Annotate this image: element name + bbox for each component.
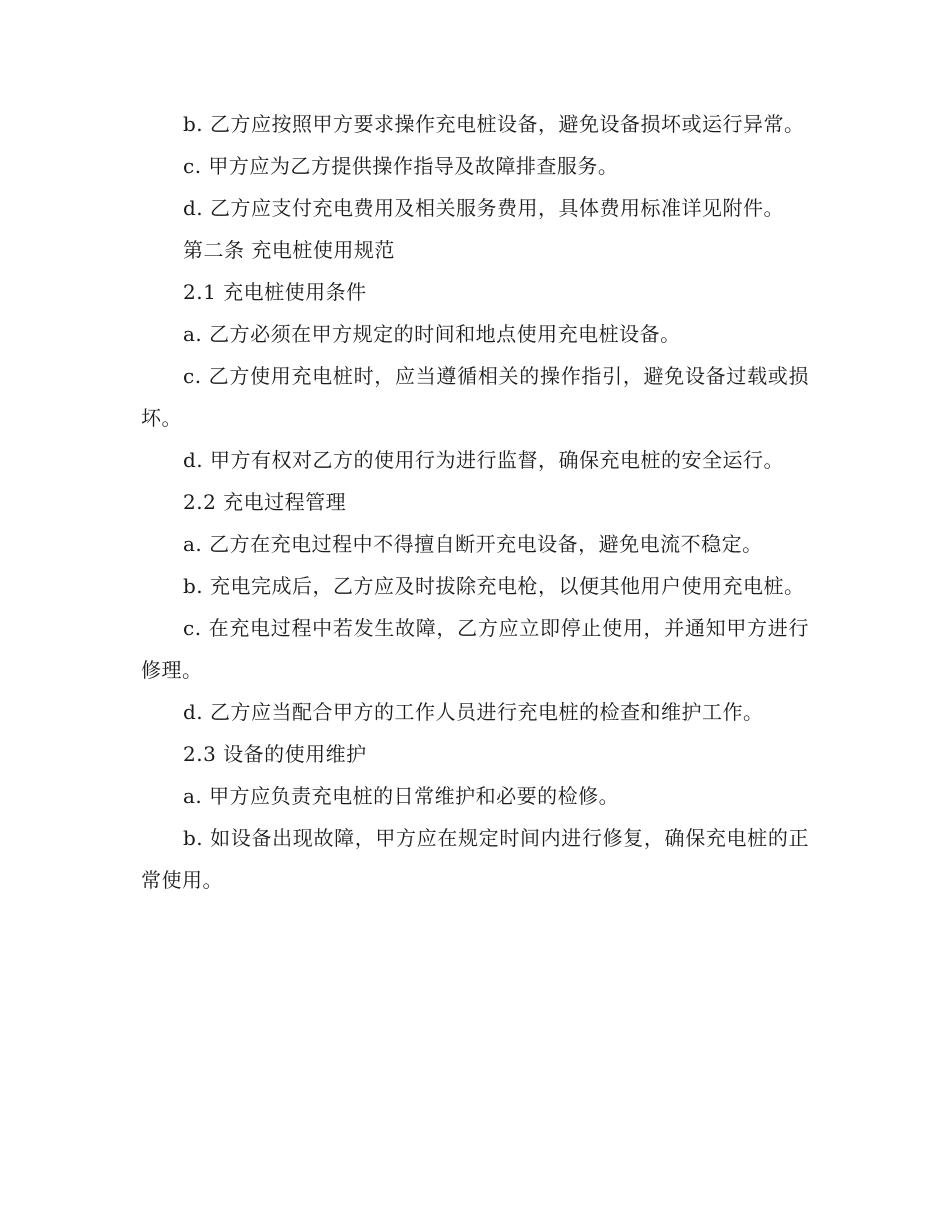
clause-2-2-b: b. 充电完成后，乙方应及时拔除充电枪，以便其他用户使用充电桩。	[183, 574, 805, 598]
clause-2-2-d: d. 乙方应当配合甲方的工作人员进行充电桩的检查和维护工作。	[183, 700, 764, 724]
clause-2-3-b: b. 如设备出现故障，甲方应在规定时间内进行修复，确保充电桩的正常使用。	[141, 826, 809, 892]
clause-2-3-a: a. 甲方应负责充电桩的日常维护和必要的检修。	[183, 784, 620, 808]
clause-c-operation-guidance: c. 甲方应为乙方提供操作指导及故障排查服务。	[183, 154, 619, 178]
document-body	[141, 103, 809, 901]
section-2-1-heading: 2.1 充电桩使用条件	[183, 280, 367, 304]
clause-2-1-c: c. 乙方使用充电桩时，应当遵循相关的操作指引，避免设备过载或损坏。	[141, 364, 809, 430]
clause-b-operate-equipment: b. 乙方应按照甲方要求操作充电桩设备，避免设备损坏或运行异常。	[183, 112, 805, 136]
clause-2-2-a: a. 乙方在充电过程中不得擅自断开充电设备，避免电流不稳定。	[183, 532, 763, 556]
clause-d-charging-fees: d. 乙方应支付充电费用及相关服务费用，具体费用标准详见附件。	[183, 196, 785, 220]
section-2-2-heading: 2.2 充电过程管理	[183, 490, 347, 514]
section-2-3-heading: 2.3 设备的使用维护	[183, 742, 367, 766]
clause-2-1-a: a. 乙方必须在甲方规定的时间和地点使用充电桩设备。	[183, 322, 681, 346]
clause-2-2-c: c. 在充电过程中若发生故障，乙方应立即停止使用，并通知甲方进行修理。	[141, 616, 809, 682]
article-2-heading: 第二条 充电桩使用规范	[183, 238, 395, 262]
clause-2-1-d: d. 甲方有权对乙方的使用行为进行监督，确保充电桩的安全运行。	[183, 448, 785, 472]
